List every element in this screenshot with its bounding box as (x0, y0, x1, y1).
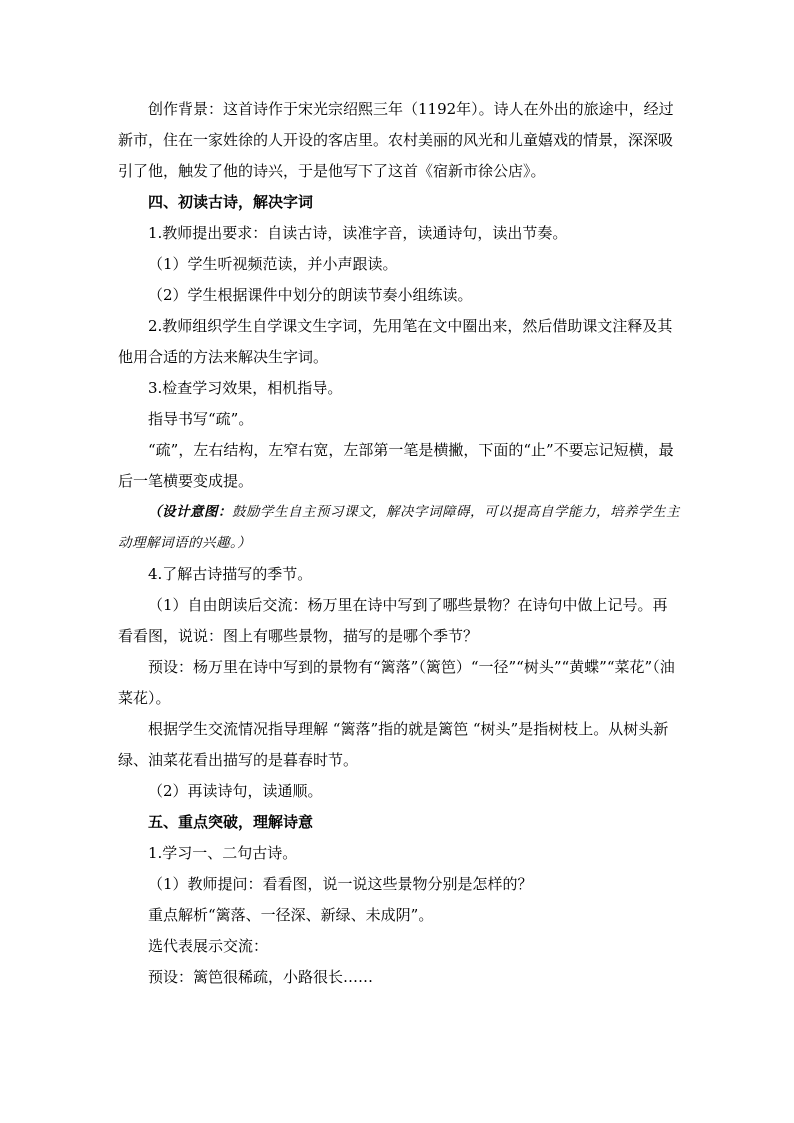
substep-5-1: （1）教师提问：看看图，说一说这些景物分别是怎样的？ (148, 875, 533, 893)
substep-1-1: （1）学生听视频范读，并小声跟读。 (148, 255, 398, 273)
document-page (118, 94, 680, 993)
design-intent-note (118, 497, 680, 559)
design-intent-label: （设计意图： (148, 504, 232, 520)
writing-guide-title: 指导书写“疏”。 (148, 410, 254, 428)
design-intent-text: 鼓励学生自主预习课文，解决字词障碍，可以提高自学能力，培养学生主动理解词语的兴趣。） (118, 504, 680, 551)
step-1: 1.教师提出要求：自读古诗，读准字音，读通诗句，读出节奏。 (148, 224, 568, 242)
step-4: 4.了解古诗描写的季节。 (148, 565, 313, 583)
substep-4-1: （1）自由朗读后交流：杨万里在诗中写到了哪些景物？在诗句中做上记号。再看看图，说说：图上有哪些景物，描写的是哪个季节？ (118, 596, 668, 645)
key-analysis: 重点解析“篱落、一径深、新绿、未成阴”。 (148, 906, 434, 924)
substep-4-2: （2）再读诗句，读通顺。 (148, 782, 323, 800)
step-5-1: 1.学习一、二句古诗。 (148, 844, 298, 862)
preset-answer-2: 预设：篱笆很稀疏，小路很长…… (148, 968, 374, 986)
preset-answer-1: 预设：杨万里在诗中写到的景物有“篱落”（篱笆）“一径”“树头”“黄蝶”“菜花”（油菜花）。 (118, 658, 675, 707)
background-paragraph: 创作背景：这首诗作于宋光宗绍熙三年（1192年）。诗人在外出的旅途中，经过新市，住在一家姓徐的人开设的客店里。农村美丽的风光和儿童嬉戏的情景，深深吸引了他，触发了他的诗兴，于是他写下了这首《宿新市徐公店》。 (118, 100, 674, 180)
guide-understanding: 根据学生交流情况指导理解 “篱落”指的就是篱笆 “树头”是指树枝上。从树头新绿、油菜花看出描写的是暮春时节。 (118, 720, 669, 769)
representative-share: 选代表展示交流： (148, 937, 269, 955)
writing-guide-body: “疏”，左右结构，左窄右宽，左部第一笔是横撇，下面的“止”不要忘记短横，最后一笔横要变成提。 (118, 441, 674, 490)
substep-1-2: （2）学生根据课件中划分的朗读节奏小组练读。 (148, 286, 473, 304)
section-heading-5: 五、重点突破，理解诗意 (148, 813, 314, 831)
section-heading-4: 四、初读古诗，解决字词 (148, 193, 314, 211)
step-2: 2.教师组织学生自学课文生字词，先用笔在文中圈出来，然后借助课文注释及其他用合适的方法来解决生字词。 (118, 317, 673, 366)
step-3: 3.检查学习效果，相机指导。 (148, 379, 343, 397)
